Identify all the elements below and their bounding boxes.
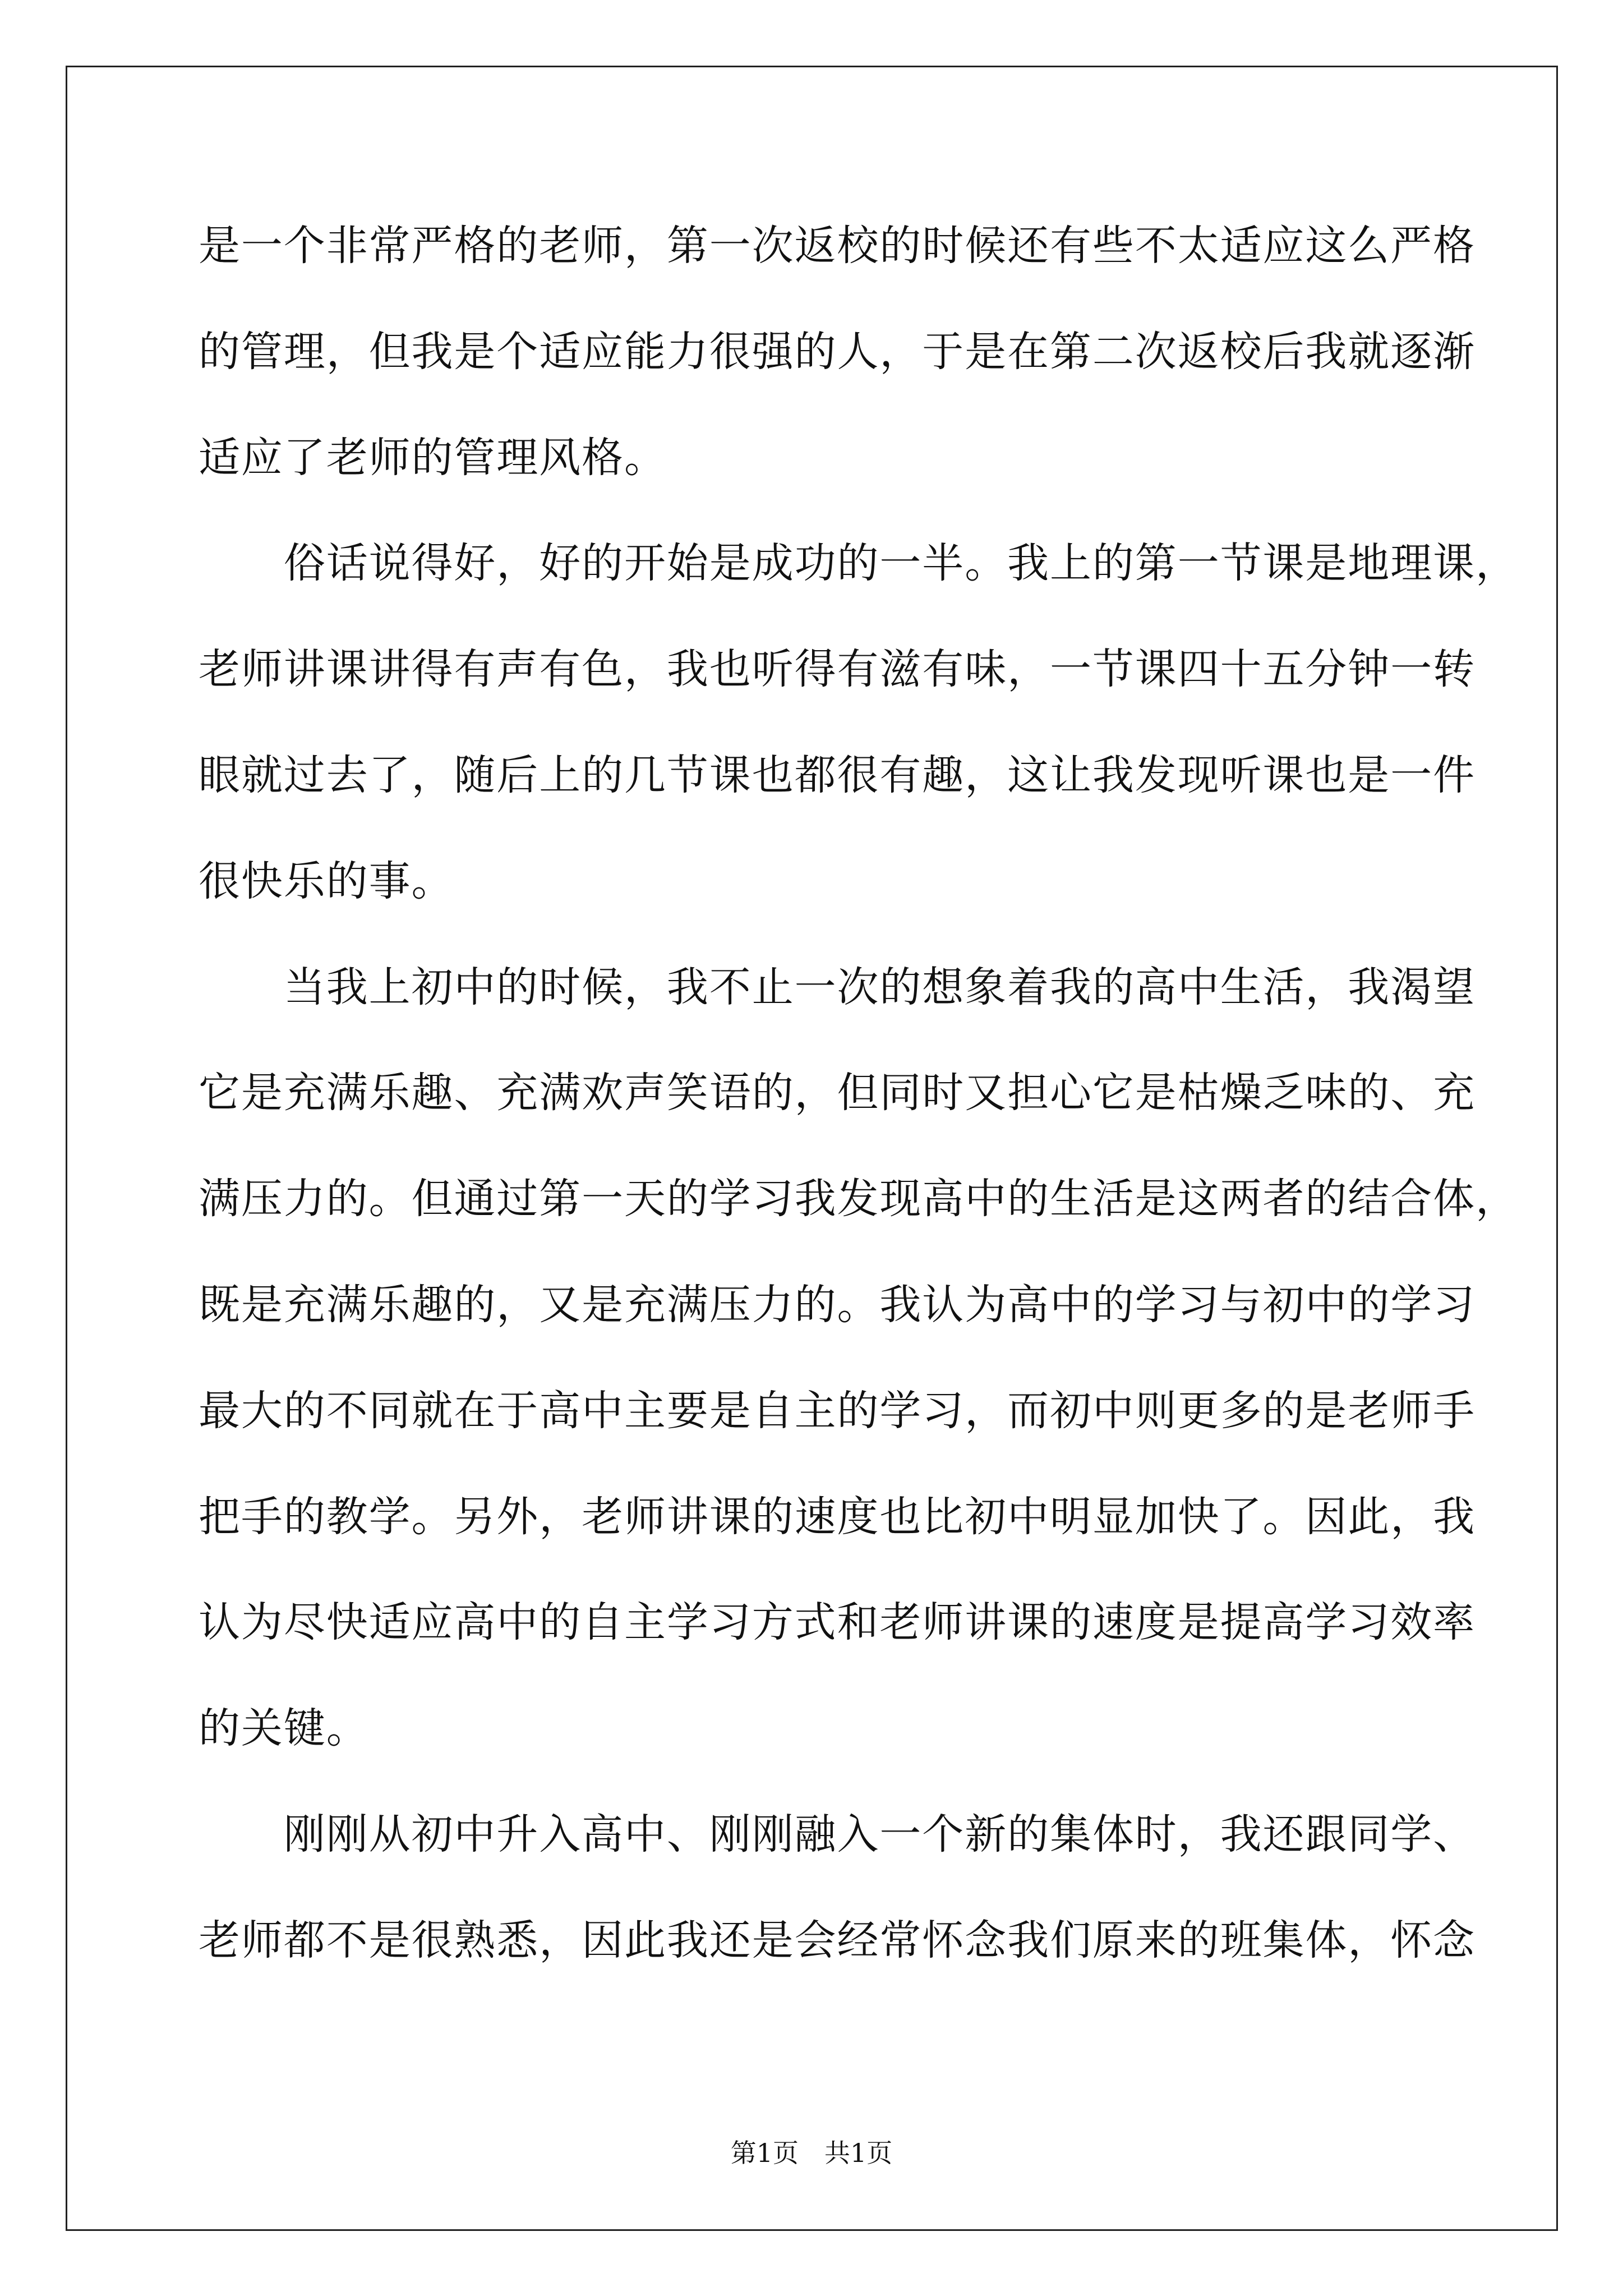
text-line: 眼就过去了，随后上的几节课也都很有趣，这让我发现听课也是一件 — [199, 751, 1476, 799]
text-line: 满压力的。但通过第一天的学习我发现高中的生活是这两者的结合体， — [199, 1175, 1518, 1223]
text-line: 的关键。 — [199, 1704, 369, 1752]
page-frame — [66, 66, 1558, 2231]
text-line: 当我上初中的时候，我不止一次的想象着我的高中生活，我渴望 — [199, 963, 1476, 1011]
text-line: 很快乐的事。 — [199, 857, 454, 905]
text-line: 它是充满乐趣、充满欢声笑语的，但同时又担心它是枯燥乏味的、充 — [199, 1069, 1476, 1117]
text-line: 认为尽快适应高中的自主学习方式和老师讲课的速度是提高学习效率 — [199, 1598, 1476, 1646]
text-line: 最大的不同就在于高中主要是自主的学习，而初中则更多的是老师手 — [199, 1387, 1476, 1435]
text-line: 既是充满乐趣的，又是充满压力的。我认为高中的学习与初中的学习 — [199, 1281, 1476, 1329]
text-line: 老师讲课讲得有声有色，我也听得有滋有味，一节课四十五分钟一转 — [199, 645, 1476, 693]
text-line: 的管理，但我是个适应能力很强的人，于是在第二次返校后我就逐渐 — [199, 328, 1476, 376]
text-line: 俗话说得好，好的开始是成功的一半。我上的第一节课是地理课， — [199, 539, 1518, 587]
text-line: 刚刚从初中升入高中、刚刚融入一个新的集体时，我还跟同学、 — [199, 1810, 1476, 1858]
text-line: 适应了老师的管理风格。 — [199, 434, 667, 482]
text-line: 老师都不是很熟悉，因此我还是会经常怀念我们原来的班集体，怀念 — [199, 1916, 1476, 1964]
page-number-footer: 第1页 共1页 — [730, 2138, 893, 2168]
text-line: 把手的教学。另外，老师讲课的速度也比初中明显加快了。因此，我 — [199, 1493, 1476, 1541]
text-line: 是一个非常严格的老师，第一次返校的时候还有些不太适应这么严格 — [199, 222, 1476, 270]
